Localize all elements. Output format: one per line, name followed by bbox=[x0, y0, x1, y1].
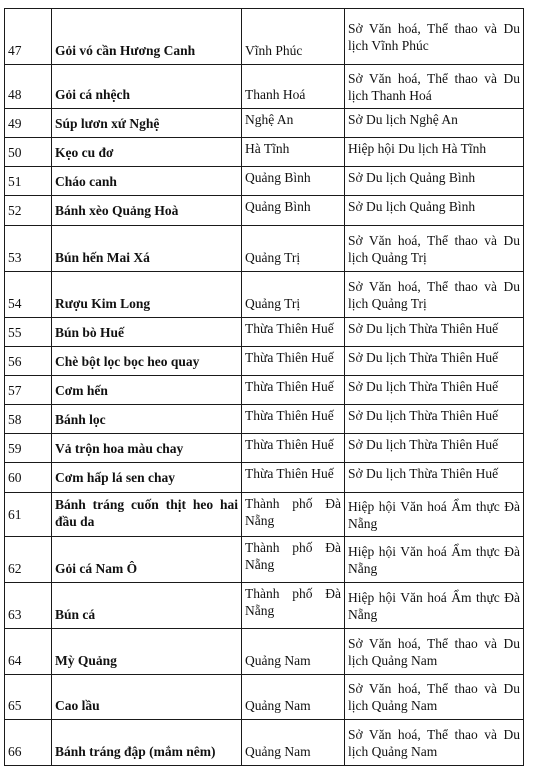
organization: Sở Văn hoá, Thể thao và Du lịch Quảng Trị bbox=[345, 272, 524, 318]
dish-name: Bún bò Huế bbox=[52, 318, 242, 347]
dish-name: Bánh lọc bbox=[52, 405, 242, 434]
row-number: 58 bbox=[5, 405, 52, 434]
table-row bbox=[5, 272, 524, 318]
organization: Sở Văn hoá, Thể thao và Du lịch Quảng Nam bbox=[345, 629, 524, 675]
organization: Hiệp hội Du lịch Hà Tĩnh bbox=[345, 138, 524, 167]
table-row bbox=[5, 347, 524, 376]
row-number: 49 bbox=[5, 109, 52, 138]
dish-name: Gỏi cá nhệch bbox=[52, 65, 242, 109]
organization: Sở Văn hoá, Thể thao và Du lịch Quảng Nam bbox=[345, 720, 524, 766]
organization: Sở Du lịch Thừa Thiên Huế bbox=[345, 405, 524, 434]
organization: Sở Văn hoá, Thể thao và Du lịch Quảng Nam bbox=[345, 675, 524, 720]
organization: Sở Văn hoá, Thể thao và Du lịch Vĩnh Phúc bbox=[345, 9, 524, 65]
organization: Sở Du lịch Quảng Bình bbox=[345, 167, 524, 196]
dish-name: Bánh tráng cuốn thịt heo hai đầu da bbox=[52, 493, 242, 537]
province: Thành phố Đà Nẵng bbox=[242, 493, 345, 537]
province: Hà Tĩnh bbox=[242, 138, 345, 167]
province: Quảng Nam bbox=[242, 675, 345, 720]
province: Thành phố Đà Nẵng bbox=[242, 583, 345, 629]
organization: Sở Du lịch Thừa Thiên Huế bbox=[345, 434, 524, 463]
dish-name: Bánh tráng đập (mắm nêm) bbox=[52, 720, 242, 766]
province: Vĩnh Phúc bbox=[242, 9, 345, 65]
province: Thừa Thiên Huế bbox=[242, 405, 345, 434]
row-number: 60 bbox=[5, 463, 52, 493]
table-row bbox=[5, 463, 524, 493]
province: Quảng Nam bbox=[242, 720, 345, 766]
province: Quảng Trị bbox=[242, 272, 345, 318]
dish-name: Kẹo cu đơ bbox=[52, 138, 242, 167]
dish-name: Cháo canh bbox=[52, 167, 242, 196]
table-row bbox=[5, 196, 524, 226]
specialty-dishes-table bbox=[4, 8, 524, 766]
dish-name: Mỳ Quảng bbox=[52, 629, 242, 675]
organization: Sở Văn hoá, Thể thao và Du lịch Quảng Trị bbox=[345, 226, 524, 272]
organization: Sở Du lịch Thừa Thiên Huế bbox=[345, 463, 524, 493]
dish-name: Cơm hến bbox=[52, 376, 242, 405]
dish-name: Bún hến Mai Xá bbox=[52, 226, 242, 272]
row-number: 54 bbox=[5, 272, 52, 318]
dish-name: Cao lầu bbox=[52, 675, 242, 720]
table-row bbox=[5, 65, 524, 109]
province: Thành phố Đà Nẵng bbox=[242, 537, 345, 583]
organization: Hiệp hội Văn hoá Ẩm thực Đà Nẵng bbox=[345, 537, 524, 583]
province: Quảng Nam bbox=[242, 629, 345, 675]
row-number: 63 bbox=[5, 583, 52, 629]
row-number: 52 bbox=[5, 196, 52, 226]
row-number: 48 bbox=[5, 65, 52, 109]
province: Thừa Thiên Huế bbox=[242, 347, 345, 376]
row-number: 59 bbox=[5, 434, 52, 463]
dish-name: Chè bột lọc bọc heo quay bbox=[52, 347, 242, 376]
organization: Sở Du lịch Nghệ An bbox=[345, 109, 524, 138]
organization: Sở Du lịch Thừa Thiên Huế bbox=[345, 376, 524, 405]
dish-name: Cơm hấp lá sen chay bbox=[52, 463, 242, 493]
province: Thừa Thiên Huế bbox=[242, 463, 345, 493]
province: Thừa Thiên Huế bbox=[242, 434, 345, 463]
row-number: 53 bbox=[5, 226, 52, 272]
organization: Hiệp hội Văn hoá Ẩm thực Đà Nẵng bbox=[345, 583, 524, 629]
province: Quảng Bình bbox=[242, 167, 345, 196]
table-row bbox=[5, 434, 524, 463]
dish-name: Rượu Kim Long bbox=[52, 272, 242, 318]
organization: Sở Văn hoá, Thể thao và Du lịch Thanh Hoá bbox=[345, 65, 524, 109]
table-row bbox=[5, 629, 524, 675]
row-number: 47 bbox=[5, 9, 52, 65]
table-row bbox=[5, 318, 524, 347]
dish-name: Gỏi vó cần Hương Canh bbox=[52, 9, 242, 65]
dish-name: Bánh xèo Quảng Hoà bbox=[52, 196, 242, 226]
table-row bbox=[5, 9, 524, 65]
table-row bbox=[5, 720, 524, 766]
row-number: 57 bbox=[5, 376, 52, 405]
province: Quảng Trị bbox=[242, 226, 345, 272]
row-number: 55 bbox=[5, 318, 52, 347]
table-row bbox=[5, 376, 524, 405]
row-number: 51 bbox=[5, 167, 52, 196]
table-row bbox=[5, 493, 524, 537]
table-row bbox=[5, 537, 524, 583]
table-row bbox=[5, 675, 524, 720]
province: Nghệ An bbox=[242, 109, 345, 138]
dish-name: Vả trộn hoa màu chay bbox=[52, 434, 242, 463]
province: Thừa Thiên Huế bbox=[242, 318, 345, 347]
province: Thừa Thiên Huế bbox=[242, 376, 345, 405]
organization: Sở Du lịch Thừa Thiên Huế bbox=[345, 318, 524, 347]
organization: Sở Du lịch Thừa Thiên Huế bbox=[345, 347, 524, 376]
table-body bbox=[5, 9, 524, 766]
table-row bbox=[5, 138, 524, 167]
table-row bbox=[5, 226, 524, 272]
row-number: 50 bbox=[5, 138, 52, 167]
row-number: 61 bbox=[5, 493, 52, 537]
dish-name: Gỏi cá Nam Ô bbox=[52, 537, 242, 583]
dish-name: Súp lươn xứ Nghệ bbox=[52, 109, 242, 138]
row-number: 62 bbox=[5, 537, 52, 583]
row-number: 65 bbox=[5, 675, 52, 720]
province: Quảng Bình bbox=[242, 196, 345, 226]
row-number: 64 bbox=[5, 629, 52, 675]
table-row bbox=[5, 405, 524, 434]
organization: Sở Du lịch Quảng Bình bbox=[345, 196, 524, 226]
organization: Hiệp hội Văn hoá Ẩm thực Đà Nẵng bbox=[345, 493, 524, 537]
row-number: 66 bbox=[5, 720, 52, 766]
province: Thanh Hoá bbox=[242, 65, 345, 109]
table-row bbox=[5, 583, 524, 629]
row-number: 56 bbox=[5, 347, 52, 376]
table-row bbox=[5, 167, 524, 196]
table-row bbox=[5, 109, 524, 138]
dish-name: Bún cá bbox=[52, 583, 242, 629]
